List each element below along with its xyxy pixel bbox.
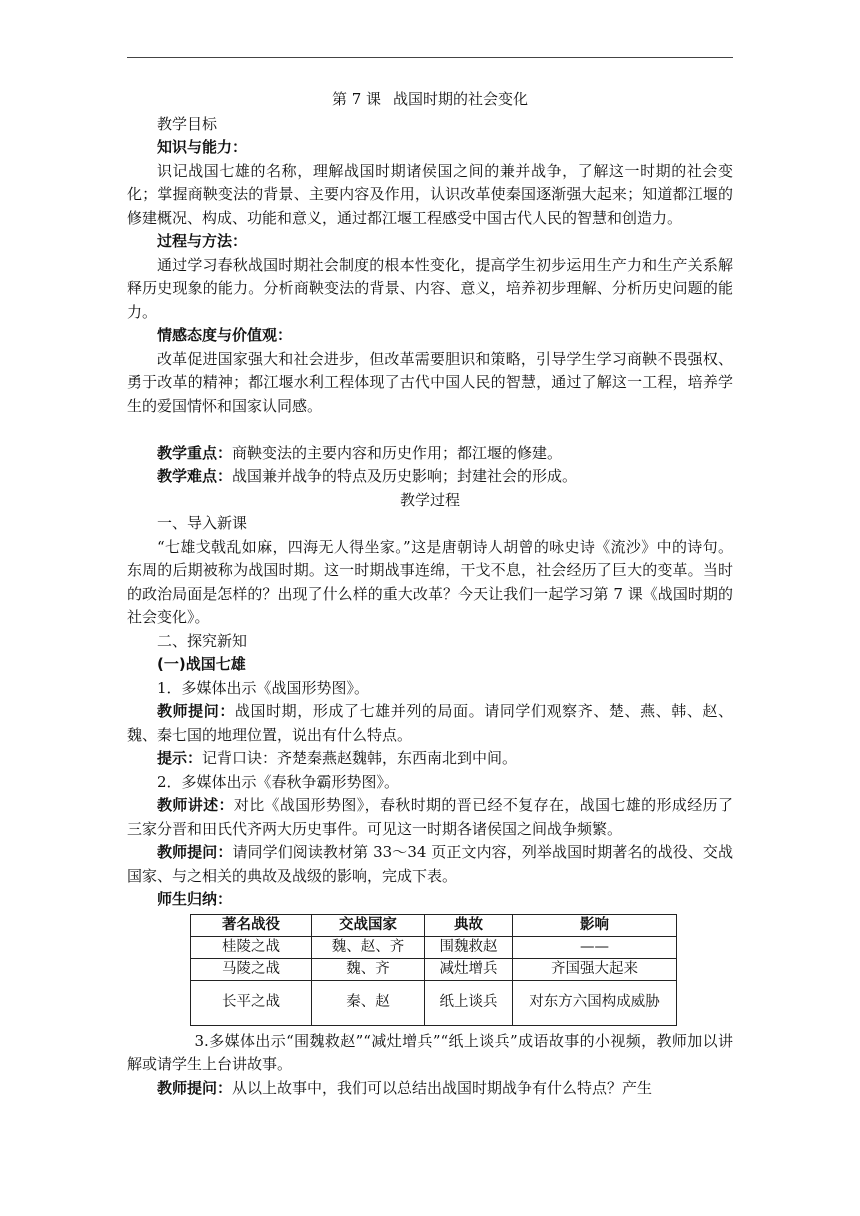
table-cell: 马陵之战 [191,958,312,980]
question2 [127,841,733,888]
intro-heading: 一、导入新课 [157,514,248,532]
key-point-label: 教学重点： [157,443,233,462]
battles-table [190,914,677,1026]
knowledge-text: 识记战国七雄的名称，理解战国时期诸侯国之间的兼并战争，了解这一时期的社会变化；掌握商鞅变法的背景、主要内容及作用，认识改革使秦国逐渐强大起来；知道都江堰的修建概况、构成、功能和意义，通过都江堰工程感受中国古代人民的智慧和创造力。 [127,161,733,227]
item1: 1．多媒体出示《战国形势图》。 [157,678,370,697]
header-rule [127,57,733,58]
lesson-number: 第 7 课 [331,90,382,108]
table-header: 交战国家 [312,914,425,936]
process-heading: 教学过程 [399,490,460,509]
hint [127,747,733,771]
question2-text: 请同学们阅读教材第 33～34 页正文内容，列举战国时期著名的战役、交战国家、与之相关的典故及战级的影响，完成下表。 [127,843,733,885]
difficult-point-text: 战国兼并战争的特点及历史影响；封建社会的形成。 [232,467,578,485]
table-cell: 桂陵之战 [191,936,312,958]
narration [127,794,733,841]
explore-heading: 二、探究新知 [157,631,248,650]
objectives-heading: 教学目标 [157,114,218,133]
question2-label: 教师提问： [157,843,233,861]
table-cell: 齐国强大起来 [513,958,677,980]
summary-label: 师生归纳： [157,890,233,908]
table-cell: 纸上谈兵 [425,980,513,1025]
lesson-name: 战国时期的社会变化 [393,90,529,108]
question1-label: 教师提问： [157,702,235,720]
table-cell: 对东方六国构成威胁 [513,980,677,1025]
question1-text: 战国时期，形成了七雄并列的局面。请同学们观察齐、楚、燕、韩、赵、魏、秦七国的地理位置，说出有什么特点。 [127,702,733,744]
table-cell: 魏、齐 [312,958,425,980]
table-cell: 魏、赵、齐 [312,936,425,958]
difficult-point [127,465,733,489]
question3 [127,1077,733,1101]
narration-label: 教师讲述： [157,796,234,814]
question3-label: 教师提问： [157,1078,233,1097]
hint-label: 提示： [157,749,203,767]
narration-text: 对比《战国形势图》，春秋时期的晋已经不复存在，战国七雄的形成经历了三家分晋和田氏代齐两大历史事件。可见这一时期各诸侯国之间战争频繁。 [127,796,733,838]
table-header: 著名战役 [191,914,312,936]
knowledge-heading: 知识与能力： [157,138,248,156]
table-header-row [191,914,677,936]
intro-text: “七雄戈戟乱如麻，四海无人得坐家。”这是唐朝诗人胡曾的咏史诗《流沙》中的诗句。东周的后期被称为战国时期。这一时期战事连绵，干戈不息，社会经历了巨大的变革。当时的政治局面是怎样的？出现了什么样的重大改革？今天让我们一起学习第 7 课《战国时期的社会变化》。 [127,537,733,626]
table-header: 典故 [425,914,513,936]
key-point [127,442,733,466]
process-method-heading: 过程与方法： [157,232,248,250]
table-cell: 围魏救赵 [425,936,513,958]
table-row [191,980,677,1025]
section1-heading: (一)战国七雄 [157,655,246,673]
key-point-text: 商鞅变法的主要内容和历史作用；都江堰的修建。 [232,443,563,462]
table-header: 影响 [513,914,677,936]
table-row [191,936,677,958]
document-body [127,88,733,1100]
table-cell: 长平之战 [191,980,312,1025]
table-cell: 减灶增兵 [425,958,513,980]
table-cell: 秦、赵 [312,980,425,1025]
blank-line [127,418,733,442]
difficult-point-label: 教学难点： [157,467,233,485]
lesson-title [127,88,733,112]
hint-text: 记背口诀：齐楚秦燕赵魏韩，东西南北到中间。 [202,749,518,767]
item2: 2．多媒体出示《春秋争霸形势图》。 [157,772,400,791]
item3: 3.多媒体出示“围魏救赵”“减灶增兵”“纸上谈兵”成语故事的小视频，教师加以讲解或请学生上台讲故事。 [127,1031,733,1073]
table-row [191,958,677,980]
question3-text: 从以上故事中，我们可以总结出战国时期战争有什么特点？产生 [232,1078,653,1097]
attitude-text: 改革促进国家强大和社会进步，但改革需要胆识和策略，引导学生学习商鞅不畏强权、勇于改革的精神；都江堰水利工程体现了古代中国人民的智慧，通过了解这一工程，培养学生的爱国情怀和国家认同感。 [127,349,733,415]
question1 [127,700,733,747]
attitude-heading: 情感态度与价值观： [157,326,293,344]
process-method-text: 通过学习春秋战国时期社会制度的根本性变化，提高学生初步运用生产力和生产关系解释历史现象的能力。分析商鞅变法的背景、内容、意义，培养初步理解、分析历史问题的能力。 [127,255,733,321]
table-cell: —— [513,936,677,958]
